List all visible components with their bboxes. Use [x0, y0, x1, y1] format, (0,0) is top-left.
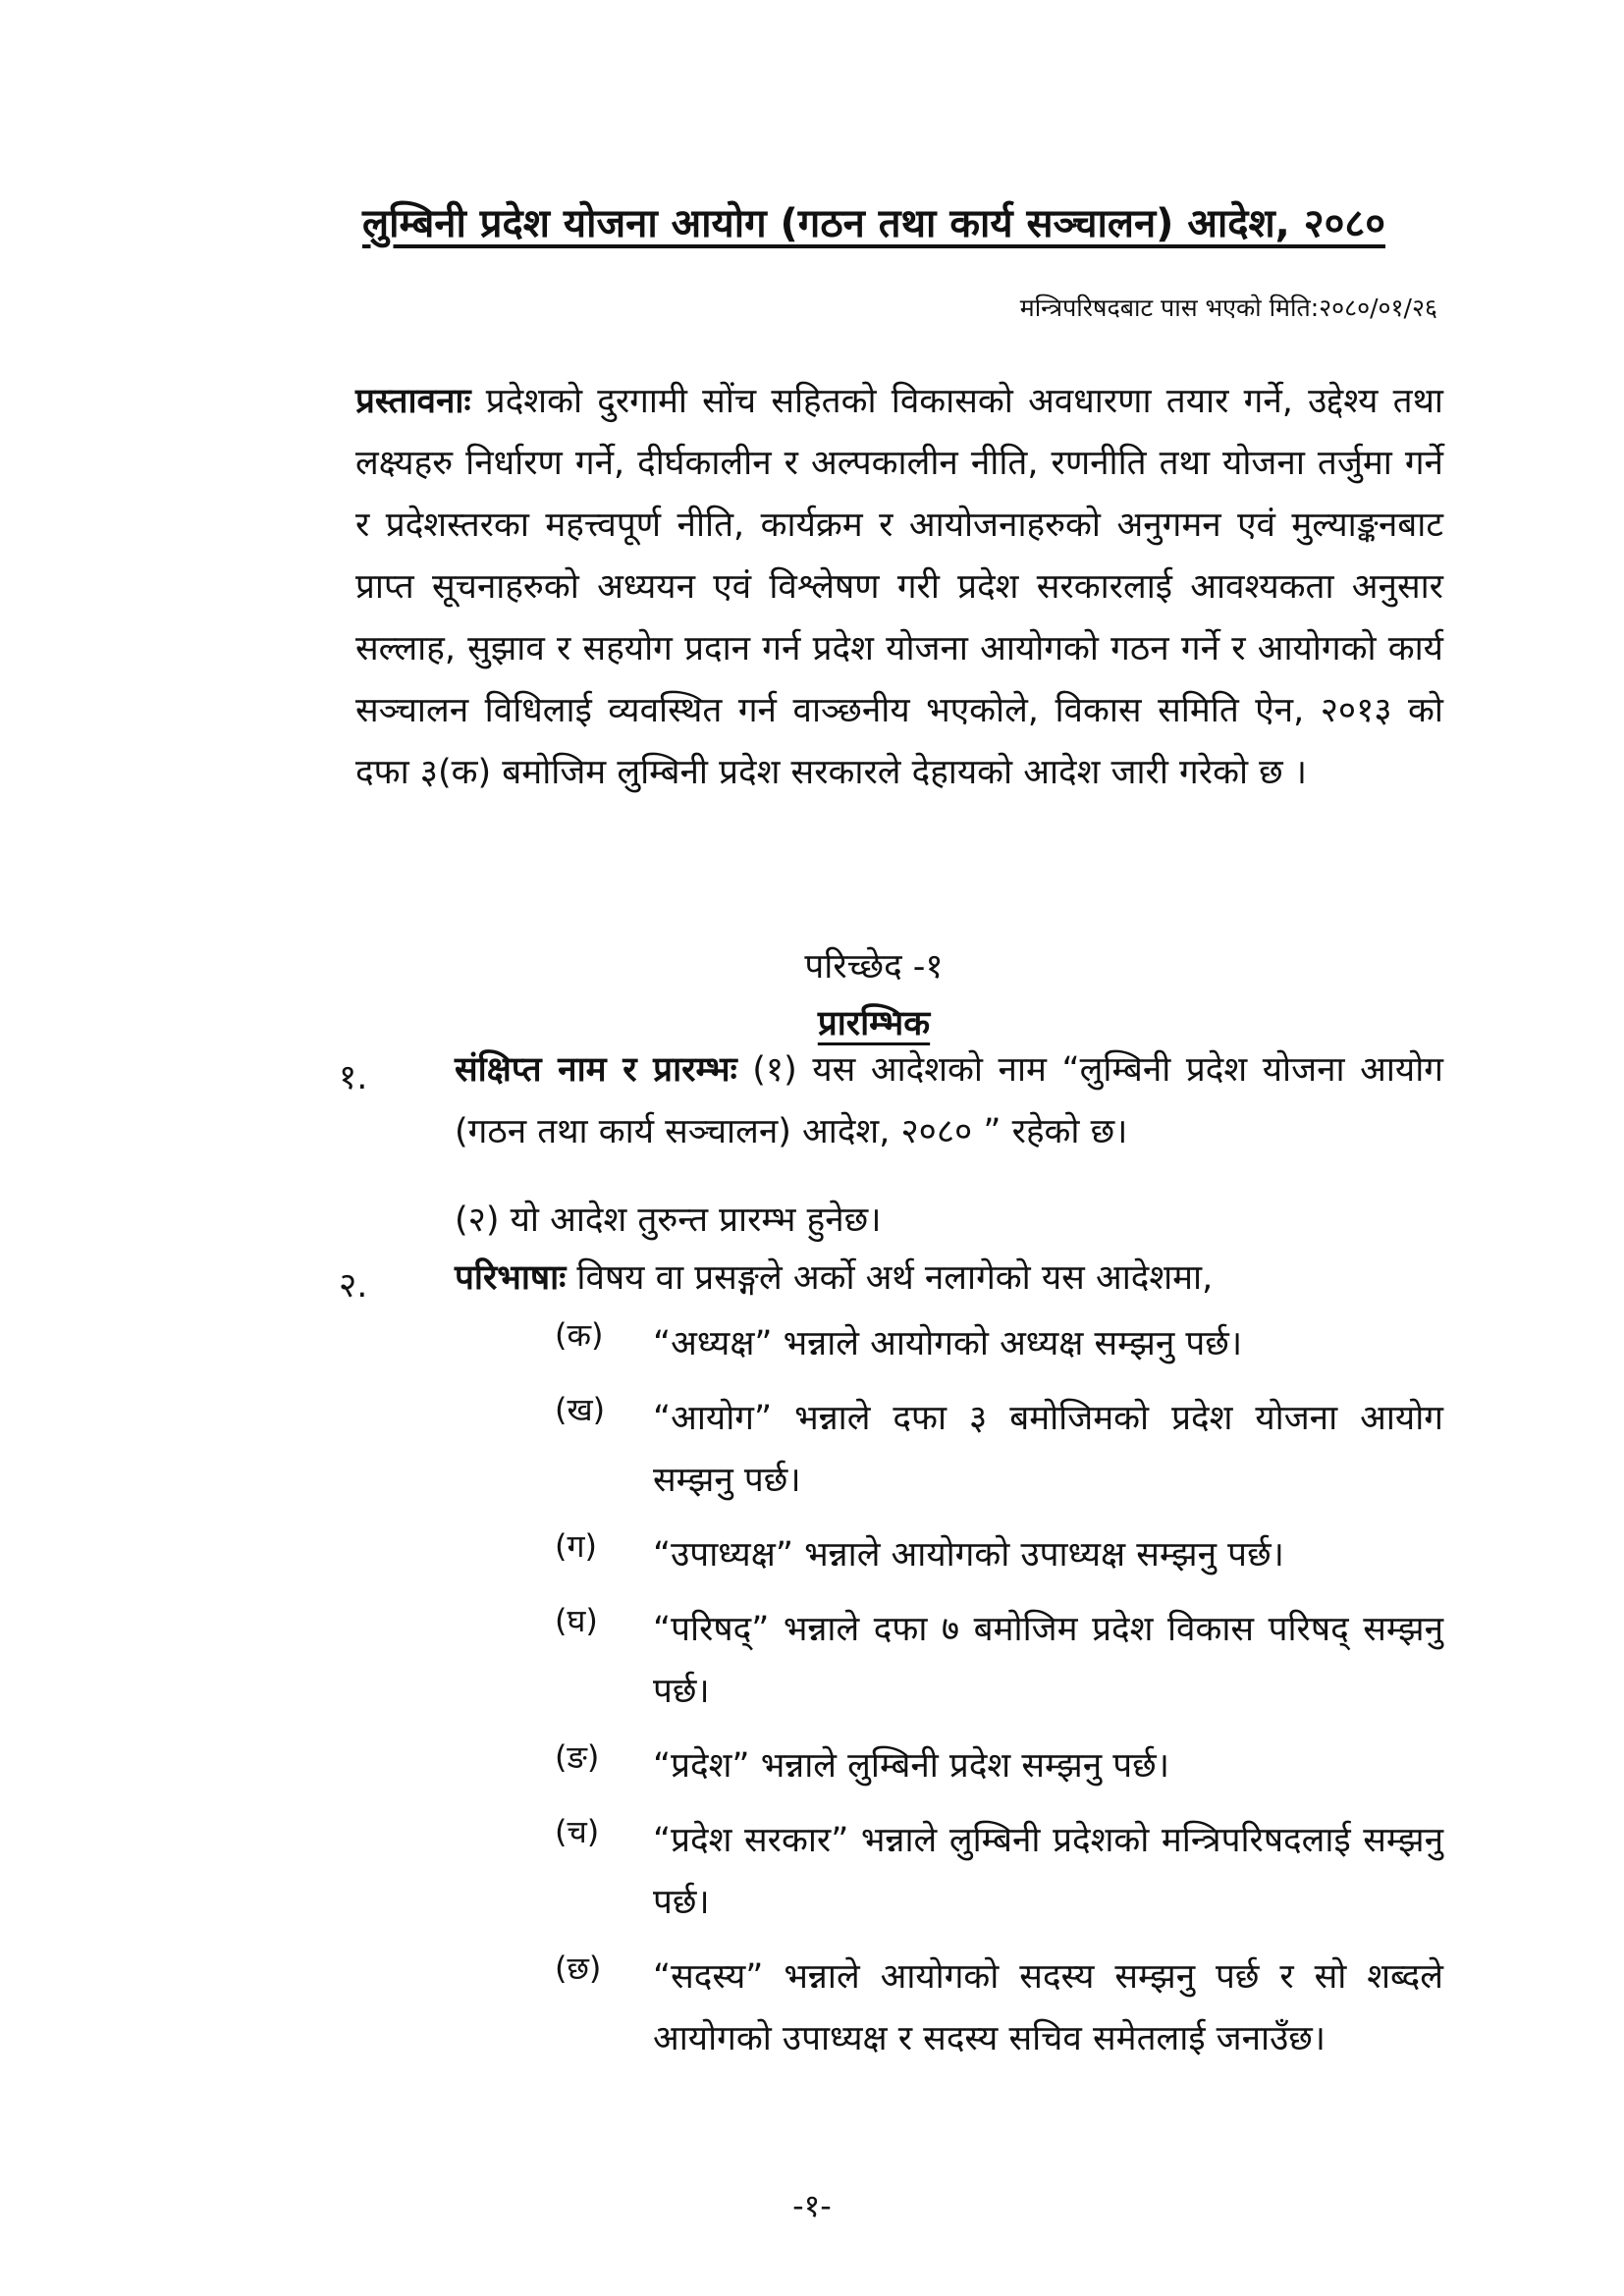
section-heading: परिभाषाः — [455, 1258, 567, 1298]
definition-text: “सदस्य” भन्नाले आयोगको सदस्य सम्झनु पर्छ र सो शब्दले आयोगको उपाध्यक्ष र सदस्य सचिव समेतलाई जनाउँछ। — [653, 1957, 1443, 2058]
definitions-list — [555, 1313, 1443, 2083]
definition-text: “अध्यक्ष” भन्नाले आयोगको अध्यक्ष सम्झनु पर्छ। — [653, 1324, 1243, 1363]
section-text: विषय वा प्रसङ्गले अर्को अर्थ नलागेको यस आदेशमा, — [566, 1258, 1214, 1298]
document-title: लुम्बिनी प्रदेश योजना आयोग (गठन तथा कार्य सञ्चालन) आदेश, २०८० — [361, 201, 1385, 246]
definition-item — [555, 1810, 1443, 1934]
definition-label: (छ) — [555, 1949, 602, 1987]
definition-label: (ङ) — [555, 1738, 600, 1776]
section-heading: संक्षिप्त नाम र प्रारम्भः — [455, 1050, 737, 1090]
definition-label: (ग) — [555, 1527, 597, 1565]
preamble-paragraph — [355, 371, 1443, 804]
passed-date: मन्त्रिपरिषदबाट पास भएको मिति:२०८०/०१/२६ — [1019, 294, 1437, 322]
definition-label: (च) — [555, 1813, 600, 1850]
definition-text: “आयोग” भन्नाले दफा ३ बमोजिमको प्रदेश योजना आयोग सम्झनु पर्छ। — [653, 1399, 1443, 1500]
definition-label: (ख) — [555, 1391, 606, 1428]
definition-text: “प्रदेश सरकार” भन्नाले लुम्बिनी प्रदेशको मन्त्रिपरिषदलाई सम्झनु पर्छ। — [653, 1821, 1443, 1922]
definition-item — [555, 1599, 1443, 1723]
section-text: (१) यस आदेशको नाम “लुम्बिनी प्रदेश योजना आयोग (गठन तथा कार्य सञ्चालन) आदेश, २०८० ” रहेको छ। — [455, 1050, 1443, 1151]
section-body — [455, 1040, 1443, 1163]
definition-label: (क) — [555, 1316, 604, 1354]
page-number: -१- — [792, 2187, 832, 2224]
definition-item — [555, 1735, 1443, 1797]
chapter-number: परिच्छेद -१ — [804, 947, 944, 987]
section-number: १. — [339, 1058, 368, 1097]
definition-text: “परिषद्” भन्नाले दफा ७ बमोजिम प्रदेश विकास परिषद् सम्झनु पर्छ। — [653, 1610, 1443, 1711]
definition-item — [555, 1947, 1443, 2070]
section-number: २. — [339, 1266, 368, 1306]
definition-text: “प्रदेश” भन्नाले लुम्बिनी प्रदेश सम्झनु पर्छ। — [653, 1746, 1169, 1786]
preamble-text: प्रदेशको दुरगामी सोंच सहितको विकासको अवधारणा तयार गर्ने, उद्देश्य तथा लक्ष्यहरु निर्धारण गर्ने, दीर्घकालीन र अल्पकालीन नीति, रणनीति तथा योजना तर्जुमा गर्ने र प्रदेशस्तरका महत्त्वपूर्ण नीति, कार्यक्रम र आयोजनाहरुको अनुगमन एवं मुल्याङ्कनबाट प्राप्त सूचनाहरुको अध्ययन एवं विश्लेषण गरी प्रदेश सरकारलाई आवश्यकता अनुसार सल्लाह, सुझाव र सहयोग प्रदान गर्न प्रदेश योजना आयोगको गठन गर्ने र आयोगको कार्य सञ्चालन विधिलाई व्यवस्थित गर्न वाञ्छनीय भएकोले, विकास समिति ऐन, २०१३ को दफा ३(क) बमोजिम लुम्बिनी प्रदेश सरकारले देहायको आदेश जारी गरेको छ । — [355, 382, 1443, 792]
definition-text: “उपाध्यक्ष” भन्नाले आयोगको उपाध्यक्ष सम्झनु पर्छ। — [653, 1535, 1284, 1575]
definition-item — [555, 1524, 1443, 1586]
definition-item — [555, 1313, 1443, 1375]
section-1-subclause: (२) यो आदेश तुरुन्त प्रारम्भ हुनेछ। — [455, 1201, 882, 1240]
section-body — [455, 1248, 1443, 1309]
preamble-label: प्रस्तावनाः — [355, 382, 471, 421]
definition-item — [555, 1388, 1443, 1512]
chapter-title: प्रारम्भिक — [817, 1004, 931, 1043]
definition-label: (घ) — [555, 1602, 598, 1639]
